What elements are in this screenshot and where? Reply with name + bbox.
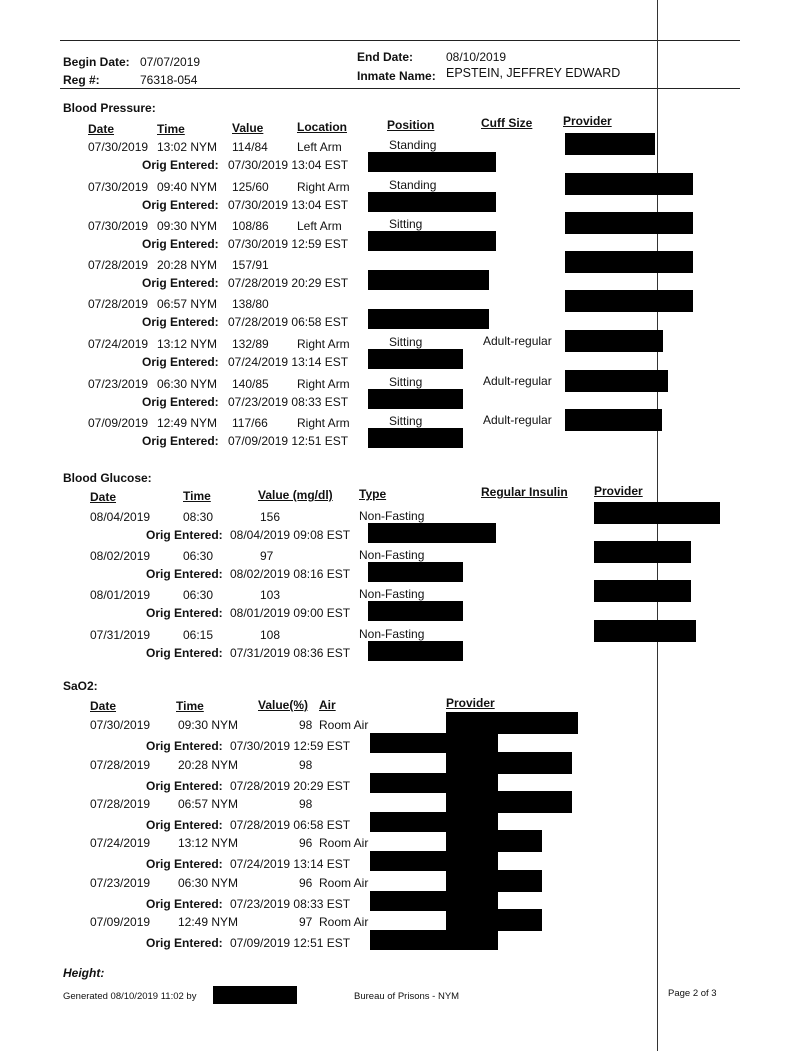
sao2-row-time: 09:30 NYM bbox=[178, 718, 239, 732]
bp-row-orig-entered: 07/28/2019 20:29 EST bbox=[228, 276, 349, 290]
sao2-header-time: Time bbox=[176, 699, 204, 713]
end-date-label: End Date: bbox=[357, 50, 414, 64]
sao2-header-value: Value(%) bbox=[258, 698, 309, 712]
sao2-row-orig-entered: 07/28/2019 20:29 EST bbox=[230, 779, 351, 793]
sao2-row-orig-label: Orig Entered: bbox=[146, 779, 223, 793]
bp-row-location: Right Arm bbox=[297, 416, 350, 430]
scan-edge-line bbox=[657, 0, 658, 1051]
redaction-bar bbox=[368, 309, 489, 329]
bg-header-time: Time bbox=[183, 489, 211, 503]
bp-row-orig-label: Orig Entered: bbox=[142, 434, 219, 448]
bg-row-orig-entered: 08/01/2019 09:00 EST bbox=[230, 606, 351, 620]
redaction-bar bbox=[594, 502, 720, 524]
bp-row-date: 07/30/2019 bbox=[88, 219, 149, 233]
redaction-bar bbox=[594, 620, 696, 642]
bp-header-time: Time bbox=[157, 122, 185, 136]
bg-row-date: 08/02/2019 bbox=[90, 549, 151, 563]
bg-row-time: 06:30 bbox=[183, 588, 214, 602]
sao2-row-time: 13:12 NYM bbox=[178, 836, 239, 850]
bg-header-type: Type bbox=[359, 487, 387, 501]
bg-row-orig-entered: 07/31/2019 08:36 EST bbox=[230, 646, 351, 660]
redaction-bar bbox=[565, 212, 693, 234]
sao2-row-time: 12:49 NYM bbox=[178, 915, 239, 929]
sao2-row-orig-label: Orig Entered: bbox=[146, 936, 223, 950]
sao2-row-value: 98 bbox=[299, 758, 313, 772]
redaction-bar bbox=[565, 290, 693, 312]
bg-row-type: Non-Fasting bbox=[359, 509, 425, 523]
bp-row-cuff-size: Adult-regular bbox=[483, 413, 552, 427]
sao2-row-air: Room Air bbox=[319, 915, 369, 929]
redaction-bar bbox=[370, 891, 498, 911]
sao2-row-orig-label: Orig Entered: bbox=[146, 818, 223, 832]
height-section-title: Height: bbox=[63, 966, 105, 980]
redaction-bar bbox=[594, 580, 691, 602]
bp-row-location: Right Arm bbox=[297, 377, 350, 391]
redaction-bar bbox=[370, 733, 498, 753]
redaction-bar bbox=[565, 133, 655, 155]
redaction-bar bbox=[368, 428, 463, 448]
bp-header-position: Position bbox=[387, 118, 435, 132]
bp-row-value: 125/60 bbox=[232, 180, 269, 194]
bp-row-position: Standing bbox=[389, 178, 437, 192]
redaction-bar bbox=[565, 251, 693, 273]
bg-row-time: 06:15 bbox=[183, 628, 214, 642]
bp-row-orig-label: Orig Entered: bbox=[142, 355, 219, 369]
sao2-row-date: 07/23/2019 bbox=[90, 876, 151, 890]
bp-row-position: Sitting bbox=[389, 375, 423, 389]
inmate-name-value: EPSTEIN, JEFFREY EDWARD bbox=[446, 66, 621, 80]
redaction-bar bbox=[446, 909, 542, 931]
sao2-row-orig-label: Orig Entered: bbox=[146, 857, 223, 871]
header-top-rule bbox=[60, 40, 740, 41]
bp-row-location: Right Arm bbox=[297, 180, 350, 194]
bp-row-time: 13:02 NYM bbox=[157, 140, 218, 154]
redaction-bar bbox=[368, 349, 463, 369]
sao2-row-orig-entered: 07/30/2019 12:59 EST bbox=[230, 739, 351, 753]
bp-row-position: Standing bbox=[389, 138, 437, 152]
bg-row-date: 08/04/2019 bbox=[90, 510, 151, 524]
bg-row-value: 97 bbox=[260, 549, 274, 563]
bp-row-orig-entered: 07/09/2019 12:51 EST bbox=[228, 434, 349, 448]
bp-header-value: Value bbox=[232, 121, 264, 135]
bg-row-date: 08/01/2019 bbox=[90, 588, 151, 602]
bg-row-orig-label: Orig Entered: bbox=[146, 606, 223, 620]
redaction-bar bbox=[213, 986, 297, 1004]
sao2-row-air: Room Air bbox=[319, 718, 369, 732]
sao2-row-orig-label: Orig Entered: bbox=[146, 897, 223, 911]
redaction-bar bbox=[368, 562, 463, 582]
bg-row-date: 07/31/2019 bbox=[90, 628, 151, 642]
bp-row-date: 07/24/2019 bbox=[88, 337, 149, 351]
bp-row-time: 09:40 NYM bbox=[157, 180, 218, 194]
sao2-row-value: 96 bbox=[299, 836, 313, 850]
bg-row-time: 08:30 bbox=[183, 510, 214, 524]
sao2-row-orig-entered: 07/28/2019 06:58 EST bbox=[230, 818, 351, 832]
bp-row-position: Sitting bbox=[389, 217, 423, 231]
bg-header-regular-insulin: Regular Insulin bbox=[481, 485, 568, 499]
footer-generated: Generated 08/10/2019 11:02 by bbox=[63, 991, 197, 1002]
sao2-row-value: 98 bbox=[299, 718, 313, 732]
bp-row-date: 07/30/2019 bbox=[88, 180, 149, 194]
sao2-row-orig-entered: 07/24/2019 13:14 EST bbox=[230, 857, 351, 871]
sao2-row-time: 06:57 NYM bbox=[178, 797, 239, 811]
reg-value: 76318-054 bbox=[140, 73, 198, 87]
redaction-bar bbox=[370, 773, 498, 793]
sao2-row-date: 07/28/2019 bbox=[90, 797, 151, 811]
header-bottom-rule bbox=[60, 88, 740, 89]
sao2-row-date: 07/24/2019 bbox=[90, 836, 151, 850]
bp-row-orig-entered: 07/28/2019 06:58 EST bbox=[228, 315, 349, 329]
begin-date-value: 07/07/2019 bbox=[140, 55, 201, 69]
bp-row-time: 06:30 NYM bbox=[157, 377, 218, 391]
redaction-bar bbox=[370, 812, 498, 832]
redaction-bar bbox=[370, 851, 498, 871]
bg-row-value: 103 bbox=[260, 588, 281, 602]
footer-page-number: Page 2 of 3 bbox=[668, 988, 717, 999]
bg-row-value: 156 bbox=[260, 510, 281, 524]
bp-row-time: 12:49 NYM bbox=[157, 416, 218, 430]
bp-row-orig-label: Orig Entered: bbox=[142, 237, 219, 251]
sao2-row-air: Room Air bbox=[319, 836, 369, 850]
bp-row-time: 13:12 NYM bbox=[157, 337, 218, 351]
sao2-row-date: 07/28/2019 bbox=[90, 758, 151, 772]
redaction-bar bbox=[565, 409, 662, 431]
redaction-bar bbox=[368, 192, 496, 212]
sao2-header-air: Air bbox=[319, 698, 336, 712]
sao2-header-date: Date bbox=[90, 699, 117, 713]
bp-row-position: Sitting bbox=[389, 335, 423, 349]
redaction-bar bbox=[446, 870, 542, 892]
bg-header-value: Value (mg/dl) bbox=[258, 488, 333, 502]
bp-row-orig-label: Orig Entered: bbox=[142, 158, 219, 172]
bg-header-date: Date bbox=[90, 490, 117, 504]
sao2-row-orig-label: Orig Entered: bbox=[146, 739, 223, 753]
bp-row-location: Left Arm bbox=[297, 140, 342, 154]
sao2-row-date: 07/30/2019 bbox=[90, 718, 151, 732]
bg-row-type: Non-Fasting bbox=[359, 548, 425, 562]
bp-row-orig-label: Orig Entered: bbox=[142, 276, 219, 290]
bp-row-orig-entered: 07/30/2019 13:04 EST bbox=[228, 158, 349, 172]
bp-row-time: 06:57 NYM bbox=[157, 297, 218, 311]
bg-row-orig-entered: 08/02/2019 08:16 EST bbox=[230, 567, 351, 581]
redaction-bar bbox=[594, 541, 691, 563]
redaction-bar bbox=[368, 641, 463, 661]
bp-row-date: 07/23/2019 bbox=[88, 377, 149, 391]
bp-row-time: 09:30 NYM bbox=[157, 219, 218, 233]
bp-row-date: 07/28/2019 bbox=[88, 297, 149, 311]
bp-row-value: 114/84 bbox=[232, 140, 268, 154]
bp-header-cuff-size: Cuff Size bbox=[481, 116, 533, 130]
bg-row-orig-label: Orig Entered: bbox=[146, 567, 223, 581]
redaction-bar bbox=[370, 930, 498, 950]
bp-row-date: 07/09/2019 bbox=[88, 416, 149, 430]
redaction-bar bbox=[368, 389, 463, 409]
bp-row-value: 108/86 bbox=[232, 219, 269, 233]
bp-section-title: Blood Pressure: bbox=[63, 101, 156, 115]
reg-label: Reg #: bbox=[63, 73, 100, 87]
bg-row-type: Non-Fasting bbox=[359, 587, 425, 601]
sao2-row-orig-entered: 07/09/2019 12:51 EST bbox=[230, 936, 351, 950]
bp-row-date: 07/28/2019 bbox=[88, 258, 149, 272]
redaction-bar bbox=[565, 330, 663, 352]
bp-row-value: 117/66 bbox=[232, 416, 268, 430]
bp-row-orig-entered: 07/30/2019 13:04 EST bbox=[228, 198, 349, 212]
bp-row-position: Sitting bbox=[389, 414, 423, 428]
redaction-bar bbox=[446, 752, 572, 774]
bp-row-location: Right Arm bbox=[297, 337, 350, 351]
redaction-bar bbox=[368, 231, 496, 251]
bp-row-value: 138/80 bbox=[232, 297, 269, 311]
bp-row-orig-label: Orig Entered: bbox=[142, 395, 219, 409]
bp-row-orig-entered: 07/30/2019 12:59 EST bbox=[228, 237, 349, 251]
bp-row-value: 140/85 bbox=[232, 377, 269, 391]
bp-row-value: 132/89 bbox=[232, 337, 269, 351]
bg-row-orig-label: Orig Entered: bbox=[146, 646, 223, 660]
bp-row-cuff-size: Adult-regular bbox=[483, 374, 552, 388]
redaction-bar bbox=[565, 370, 668, 392]
bg-row-time: 06:30 bbox=[183, 549, 214, 563]
bp-row-orig-label: Orig Entered: bbox=[142, 315, 219, 329]
bp-row-orig-entered: 07/23/2019 08:33 EST bbox=[228, 395, 349, 409]
bg-header-provider: Provider bbox=[594, 484, 643, 498]
bg-row-value: 108 bbox=[260, 628, 281, 642]
sao2-row-value: 98 bbox=[299, 797, 313, 811]
bp-row-orig-label: Orig Entered: bbox=[142, 198, 219, 212]
bg-section-title: Blood Glucose: bbox=[63, 471, 152, 485]
redaction-bar bbox=[446, 712, 578, 734]
sao2-section-title: SaO2: bbox=[63, 679, 98, 693]
bp-row-date: 07/30/2019 bbox=[88, 140, 149, 154]
bp-row-value: 157/91 bbox=[232, 258, 269, 272]
inmate-name-label: Inmate Name: bbox=[357, 69, 436, 83]
end-date-value: 08/10/2019 bbox=[446, 50, 507, 64]
redaction-bar bbox=[368, 601, 463, 621]
sao2-row-time: 06:30 NYM bbox=[178, 876, 239, 890]
redaction-bar bbox=[446, 791, 572, 813]
sao2-row-date: 07/09/2019 bbox=[90, 915, 151, 929]
redaction-bar bbox=[565, 173, 693, 195]
bp-row-time: 20:28 NYM bbox=[157, 258, 218, 272]
bp-row-cuff-size: Adult-regular bbox=[483, 334, 552, 348]
sao2-row-air: Room Air bbox=[319, 876, 369, 890]
bg-row-orig-entered: 08/04/2019 09:08 EST bbox=[230, 528, 351, 542]
sao2-row-orig-entered: 07/23/2019 08:33 EST bbox=[230, 897, 351, 911]
bp-header-provider: Provider bbox=[563, 114, 612, 128]
begin-date-label: Begin Date: bbox=[63, 55, 130, 69]
bp-row-location: Left Arm bbox=[297, 219, 342, 233]
sao2-row-value: 96 bbox=[299, 876, 313, 890]
redaction-bar bbox=[368, 152, 496, 172]
redaction-bar bbox=[368, 270, 489, 290]
sao2-row-value: 97 bbox=[299, 915, 313, 929]
bg-row-orig-label: Orig Entered: bbox=[146, 528, 223, 542]
redaction-bar bbox=[446, 830, 542, 852]
sao2-header-provider: Provider bbox=[446, 696, 495, 710]
footer-organization: Bureau of Prisons - NYM bbox=[354, 991, 460, 1002]
bg-row-type: Non-Fasting bbox=[359, 627, 425, 641]
bp-row-orig-entered: 07/24/2019 13:14 EST bbox=[228, 355, 349, 369]
bp-header-location: Location bbox=[297, 120, 347, 134]
sao2-row-time: 20:28 NYM bbox=[178, 758, 239, 772]
redaction-bar bbox=[368, 523, 496, 543]
bp-header-date: Date bbox=[88, 122, 115, 136]
